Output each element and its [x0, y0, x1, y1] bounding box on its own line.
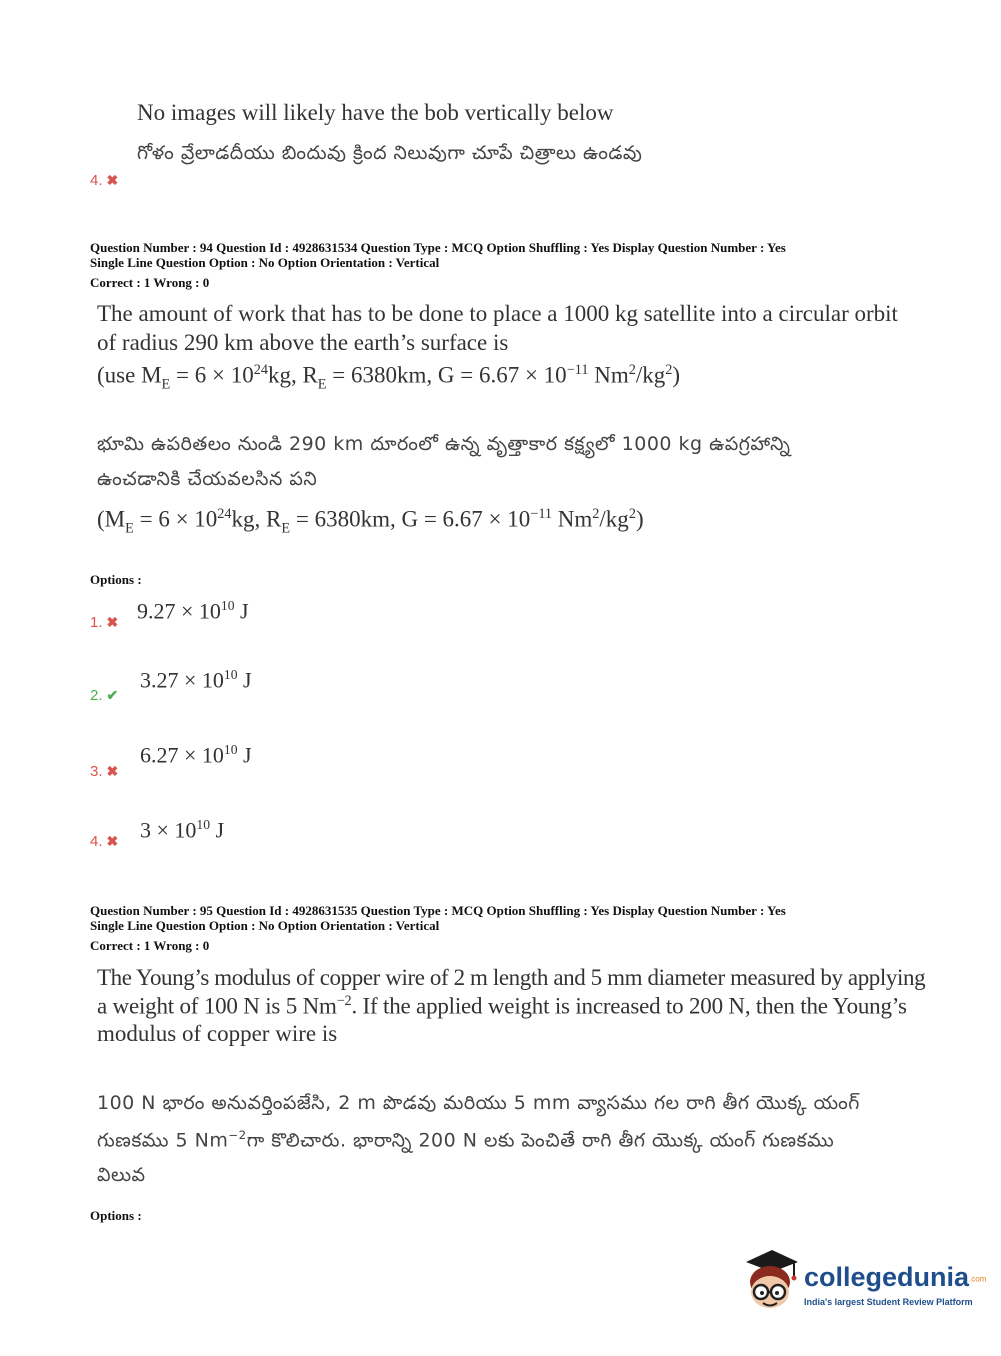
prev-option4-marker — [90, 172, 118, 190]
q94-english-line1: The amount of work that has to be done to place a 1000 kg satellite into a circular orbit — [97, 301, 898, 326]
option-number: 4. — [90, 172, 103, 189]
option-number: 4. — [90, 833, 103, 850]
q95-telugu-line1: 100 N భారం అనువర్తింపజేసి, 2 m పొడవు మరియు 5 mm వ్యాసము గల రాగి తీగ యొక్క యంగ్ — [97, 1092, 860, 1114]
mascot-icon — [742, 1248, 800, 1312]
q94-option3-value: $6.27 \times 10^{10}$ J — [140, 742, 252, 768]
q95-telugu-line3: విలువ — [97, 1164, 146, 1186]
correct-check-icon: ✔ — [106, 689, 119, 704]
q95-english-line1: The Young’s modulus of copper wire of 2 m length and 5 mm diameter measured by applying — [97, 965, 926, 990]
q95-meta-line2: Single Line Question Option : No Option Orientation : Vertical — [90, 918, 440, 933]
q94-option1-marker — [90, 614, 118, 632]
wrong-cross-icon: ✖ — [106, 174, 119, 189]
option-number: 3. — [90, 763, 103, 780]
q94-option2-marker — [90, 687, 118, 705]
q94-option1-value: $9.27 \times 10^{10}$ J — [137, 598, 249, 624]
q94-telugu-formula: ($M_E = 6 \times 10^{24}kg$, $R_E = 6380km$, $G = 6.67 \times 10^{-11}$ $Nm^2/kg^2$) — [97, 506, 644, 537]
q94-meta-line1: Question Number : 94 Question Id : 4928631534 Question Type : MCQ Option Shuffling : Yes Display Question Number : Yes — [90, 240, 786, 255]
q94-option2-value: $3.27 \times 10^{10}$ J — [140, 667, 252, 693]
prev-option4-telugu: గోళం వ్రేలాడదీయు బిందువు క్రింద నిలువుగా చూపే చిత్రాలు ఉండవు — [137, 142, 643, 164]
q95-english-line3: modulus of copper wire is — [97, 1021, 338, 1046]
q94-option4-marker — [90, 833, 118, 851]
q94-telugu-line2: ఉంచడానికి చేయవలసిన పని — [97, 468, 318, 490]
q94-english-line2: of radius 290 km above the earth’s surface is — [97, 330, 509, 355]
logo-tagline: India's largest Student Review Platform — [804, 1297, 973, 1307]
q94-telugu-line1: భూమి ఉపరితలం నుండి 290 km దూరంలో ఉన్న వృత్తాకార కక్ష్యలో 1000 kg ఉపగ్రహాన్ని — [97, 433, 791, 455]
wrong-cross-icon: ✖ — [106, 835, 119, 850]
q94-meta-line2: Single Line Question Option : No Option Orientation : Vertical — [90, 255, 440, 270]
q95-options-label: Options : — [90, 1208, 142, 1223]
q95-meta-line1: Question Number : 95 Question Id : 4928631535 Question Type : MCQ Option Shuffling : Yes Display Question Number : Yes — [90, 903, 786, 918]
q95-english-line2: a weight of 100 N is 5 $Nm^{-2}$. If the applied weight is increased to 200 N, then the Young’s — [97, 993, 907, 1019]
q95-meta-line3: Correct : 1 Wrong : 0 — [90, 938, 210, 953]
q94-options-label: Options : — [90, 572, 142, 587]
q94-meta-line3: Correct : 1 Wrong : 0 — [90, 275, 210, 290]
q94-option3-marker — [90, 763, 118, 781]
option-number: 2. — [90, 687, 103, 704]
q95-telugu-line2: గుణకము 5 $Nm^{-2}గా$ కొలిచారు. భారాన్ని 200 N లకు పెంచితే రాగి తీగ యొక్క యంగ్ గుణకము — [97, 1128, 835, 1152]
q94-english-formula: (use $M_E = 6 \times 10^{24}kg$, $R_E = 6380km$, $G = 6.67 \times 10^{-11}$ $Nm^2/kg^2$) — [97, 362, 681, 393]
wrong-cross-icon: ✖ — [106, 765, 119, 780]
option-number: 1. — [90, 614, 103, 631]
collegedunia-logo — [742, 1248, 987, 1316]
wrong-cross-icon: ✖ — [106, 616, 119, 631]
q94-option4-value: $3 \times 10^{10}$ J — [140, 817, 225, 843]
prev-option4-english: No images will likely have the bob vertically below — [137, 100, 614, 125]
logo-wordmark: collegedunia.com — [804, 1262, 987, 1292]
